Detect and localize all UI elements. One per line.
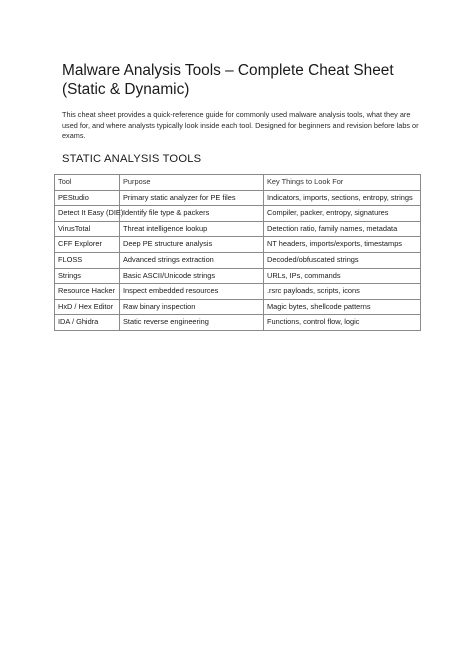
table-row xyxy=(55,190,421,206)
table-row xyxy=(55,237,421,253)
key-things-cell: NT headers, imports/exports, timestamps xyxy=(264,237,421,253)
key-things-cell: Decoded/obfuscated strings xyxy=(264,252,421,268)
tool-name-cell: PEStudio xyxy=(55,190,120,206)
key-things-cell: Functions, control flow, logic xyxy=(264,315,421,331)
tool-name-cell: Strings xyxy=(55,268,120,284)
purpose-cell: Basic ASCII/Unicode strings xyxy=(120,268,264,284)
key-things-cell: Magic bytes, shellcode patterns xyxy=(264,299,421,315)
static-tools-heading: STATIC ANALYSIS TOOLS xyxy=(62,153,202,165)
column-header-tool: Tool xyxy=(55,175,120,191)
column-header-key-things: Key Things to Look For xyxy=(264,175,421,191)
key-things-cell: Detection ratio, family names, metadata xyxy=(264,221,421,237)
static-tools-table xyxy=(54,174,421,331)
purpose-cell: Primary static analyzer for PE files xyxy=(120,190,264,206)
column-header-purpose: Purpose xyxy=(120,175,264,191)
tool-name-cell: IDA / Ghidra xyxy=(55,315,120,331)
key-things-cell: .rsrc payloads, scripts, icons xyxy=(264,284,421,300)
table-row xyxy=(55,284,421,300)
tool-name-cell: FLOSS xyxy=(55,252,120,268)
table-row xyxy=(55,221,421,237)
title-line-1: Malware Analysis Tools – Complete Cheat Sheet xyxy=(62,62,394,79)
key-things-cell: Indicators, imports, sections, entropy, strings xyxy=(264,190,421,206)
purpose-cell: Advanced strings extraction xyxy=(120,252,264,268)
purpose-cell: Static reverse engineering xyxy=(120,315,264,331)
table-row xyxy=(55,315,421,331)
title-line-2: (Static & Dynamic) xyxy=(62,81,190,98)
table-row xyxy=(55,206,421,222)
key-things-cell: URLs, IPs, commands xyxy=(264,268,421,284)
table-header-row xyxy=(55,175,421,191)
key-things-cell: Compiler, packer, entropy, signatures xyxy=(264,206,421,222)
tool-name-cell: CFF Explorer xyxy=(55,237,120,253)
tool-name-cell: Resource Hacker xyxy=(55,284,120,300)
purpose-cell: Raw binary inspection xyxy=(120,299,264,315)
purpose-cell: Deep PE structure analysis xyxy=(120,237,264,253)
table-row xyxy=(55,268,421,284)
intro-paragraph: This cheat sheet provides a quick-reference guide for commonly used malware analysis tools, what they are used for, and where analysts typically look inside each tool. Designed for beginners and revision before labs or exams. xyxy=(62,110,419,141)
purpose-cell: Identify file type & packers xyxy=(120,206,264,222)
table-row xyxy=(55,252,421,268)
tool-name-cell: HxD / Hex Editor xyxy=(55,299,120,315)
purpose-cell: Threat intelligence lookup xyxy=(120,221,264,237)
purpose-cell: Inspect embedded resources xyxy=(120,284,264,300)
document-title xyxy=(62,61,442,99)
tool-name-cell: VirusTotal xyxy=(55,221,120,237)
tool-name-cell: Detect It Easy (DIE) xyxy=(55,206,120,222)
table-row xyxy=(55,299,421,315)
